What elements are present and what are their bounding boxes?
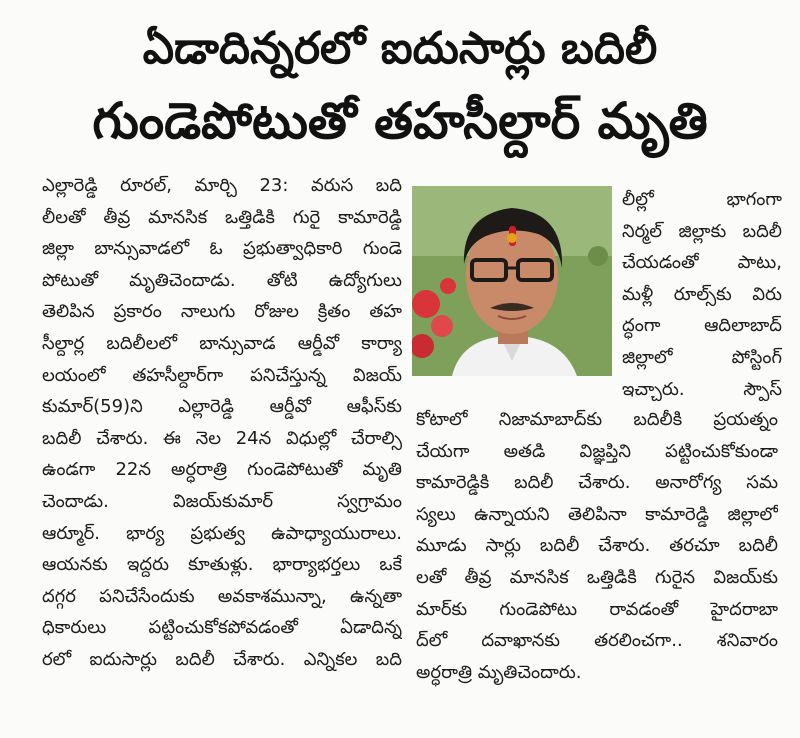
text-line: తెలిపిన ప్రకారం నాలుగు రోజుల క్రితం తహ: [42, 301, 402, 323]
text-line: ద్ధంగా ఆదిలాబాద్‌: [622, 315, 782, 337]
text-line: ఇచ్చారు. స్పౌస్‌: [622, 378, 782, 400]
text-line: లయంలో తహసీల్దార్‌గా పనిచేస్తున్న విజయ్‌: [42, 364, 402, 386]
text-line: ఆర్మూర్‌. భార్య ప్రభుత్వ ఉపాధ్యాయురాలు.: [42, 522, 402, 544]
portrait-photo: [412, 186, 612, 376]
text-line: మూడు సార్లు బదిలీ చేశారు. తరచూ బదిలీ: [416, 535, 778, 557]
text-line: కామారెడ్డికి బదిలీ చేశారు. అనారోగ్య సమ: [416, 472, 778, 494]
text-line: కోటాలో నిజామాబాద్‌కు బదిలీకి ప్రయత్నం: [416, 409, 778, 430]
article-left-column: [42, 170, 402, 676]
text-line: లీలతో తీవ్ర మానసిక ఒత్తిడికి గురై కామారెడ్డి: [42, 206, 402, 228]
text-line: చెందాడు. విజయ్‌కుమార్‌ స్వగ్రామం: [42, 490, 402, 512]
text-line: చేయగా అతడి విజ్ఞప్తిని పట్టించుకోకుండా: [416, 440, 778, 462]
article-right-column-bottom: [416, 404, 778, 688]
text-line: అర్ధరాత్రి మృతిచెందారు.: [416, 661, 582, 683]
text-line: జిల్లా బాన్సువాడలో ఓ ప్రభుత్వాధికారి గుండె: [42, 238, 402, 260]
text-line: జిల్లాలో పోస్టింగ్‌: [622, 346, 782, 368]
text-line: ధికారులు పట్టించుకోకపోవడంతో ఏడాదిన్న: [42, 617, 402, 639]
text-line: ద్‌లో దవాఖానకు తరలించగా.. శనివారం: [416, 630, 778, 652]
text-line: మళ్లీ రూల్స్‌కు విరు: [622, 283, 782, 305]
text-line: ఆయనకు ఇద్దరు కూతుళ్లు. భార్యాభర్తలు ఒకే: [42, 554, 402, 576]
text-line: లీల్లో భాగంగా: [622, 189, 782, 210]
article-right-column-top: [622, 184, 782, 405]
text-line: కుమార్‌(59)ని ఎల్లారెడ్డి ఆర్డీవో ఆఫీస్‌కు: [42, 396, 402, 418]
text-line: దగ్గర పనిచేసేందుకు అవకాశమున్నా, ఉన్నతా: [42, 585, 402, 607]
text-line: చేయడంతో పాటు,: [622, 252, 782, 274]
text-line: సీల్దార్ల బదిలీలలో బాన్సువాడ ఆర్డీవో కార్యా: [42, 332, 402, 354]
portrait-image: [412, 186, 612, 376]
text-line: పోటుతో మృతిచెందాడు. తోటి ఉద్యోగులు: [42, 269, 402, 291]
headline-line-1: ఏడాదిన్నరలో ఐదుసార్లు బదిలీ: [142, 23, 658, 74]
text-line: బదిలీ చేశారు. ఈ నెల 24న విధుల్లో చేరాల్సి: [42, 427, 402, 449]
text-line: ఎల్లారెడ్డి రూరల్‌, మార్చి 23: వరుస బది: [42, 175, 402, 196]
text-line: లతో తీవ్ర మానసిక ఒత్తిడికి గురైన విజయ్‌కు: [416, 566, 778, 588]
text-line: మార్‌కు గుండెపోటు రావడంతో హైదరాబా: [416, 598, 778, 620]
text-line: ఉండగా 22న అర్ధరాత్రి గుండెపోటుతో మృతి: [42, 459, 402, 481]
text-line: రలో ఐదుసార్లు బదిలీ చేశారు. ఎన్నికల బది: [42, 648, 402, 670]
text-line: స్యలు ఉన్నాయని తెలిపినా కామారెడ్డి జిల్లాలో: [416, 503, 778, 525]
headline-line-2: గుండెపోటుతో తహసీల్దార్‌ మృతి: [92, 92, 708, 150]
text-line: నిర్మల్‌ జిల్లాకు బదిలీ: [622, 220, 782, 242]
